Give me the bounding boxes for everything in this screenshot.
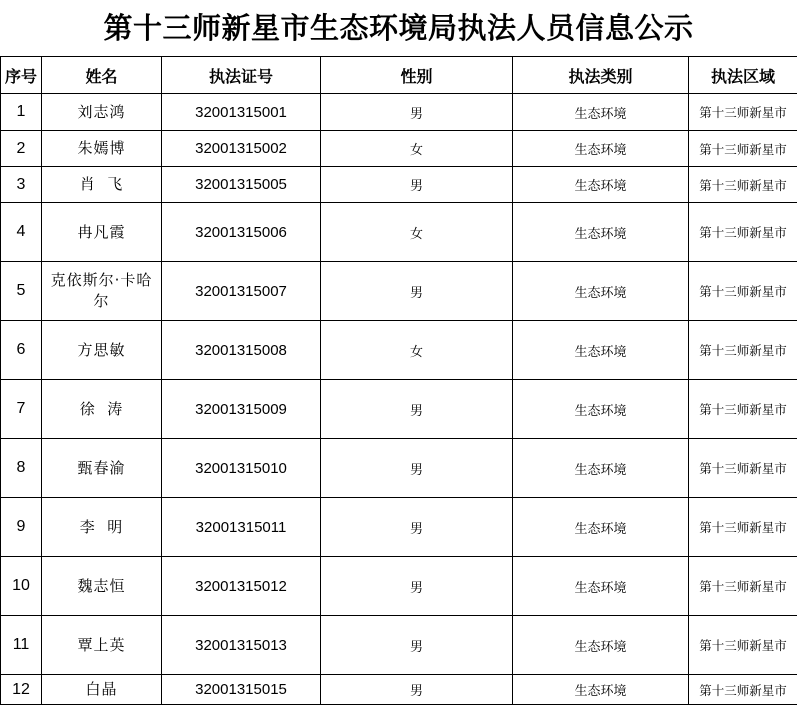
table-row (1, 616, 797, 675)
cell-category: 生态环境 (513, 557, 689, 616)
table-row (1, 675, 797, 705)
table-row (1, 94, 797, 131)
cell-name: 甄春渝 (42, 439, 162, 498)
cell-index: 12 (1, 675, 42, 705)
cell-gender: 男 (321, 439, 513, 498)
cell-cert: 32001315008 (162, 321, 321, 380)
table-row (1, 498, 797, 557)
cell-cert: 32001315012 (162, 557, 321, 616)
cell-gender: 女 (321, 203, 513, 262)
cell-index: 5 (1, 262, 42, 321)
table-row (1, 262, 797, 321)
cell-cert: 32001315006 (162, 203, 321, 262)
cell-gender: 男 (321, 616, 513, 675)
cell-category: 生态环境 (513, 321, 689, 380)
header-name: 姓名 (42, 57, 162, 94)
header-region: 执法区域 (689, 57, 797, 94)
cell-index: 9 (1, 498, 42, 557)
cell-index: 6 (1, 321, 42, 380)
cell-name: 魏志恒 (42, 557, 162, 616)
cell-region: 第十三师新星市 (689, 616, 797, 675)
table-header-row (1, 57, 797, 94)
table-row (1, 439, 797, 498)
header-category: 执法类别 (513, 57, 689, 94)
cell-name: 白晶 (42, 675, 162, 705)
cell-category: 生态环境 (513, 616, 689, 675)
cell-name: 肖 飞 (42, 167, 162, 203)
cell-name: 覃上英 (42, 616, 162, 675)
cell-name: 冉凡霞 (42, 203, 162, 262)
cell-region: 第十三师新星市 (689, 380, 797, 439)
cell-index: 4 (1, 203, 42, 262)
table-row (1, 203, 797, 262)
cell-name: 方思敏 (42, 321, 162, 380)
cell-gender: 男 (321, 675, 513, 705)
cell-gender: 男 (321, 167, 513, 203)
cell-category: 生态环境 (513, 94, 689, 131)
cell-cert: 32001315005 (162, 167, 321, 203)
cell-cert: 32001315002 (162, 131, 321, 167)
cell-cert: 32001315010 (162, 439, 321, 498)
cell-gender: 女 (321, 131, 513, 167)
cell-index: 1 (1, 94, 42, 131)
cell-cert: 32001315013 (162, 616, 321, 675)
cell-category: 生态环境 (513, 262, 689, 321)
staff-info-table (0, 56, 797, 705)
table-row (1, 557, 797, 616)
cell-category: 生态环境 (513, 167, 689, 203)
cell-region: 第十三师新星市 (689, 203, 797, 262)
cell-category: 生态环境 (513, 439, 689, 498)
cell-gender: 男 (321, 262, 513, 321)
cell-index: 10 (1, 557, 42, 616)
cell-gender: 女 (321, 321, 513, 380)
table-row (1, 131, 797, 167)
cell-cert: 32001315015 (162, 675, 321, 705)
cell-gender: 男 (321, 94, 513, 131)
cell-index: 8 (1, 439, 42, 498)
cell-cert: 32001315007 (162, 262, 321, 321)
cell-region: 第十三师新星市 (689, 167, 797, 203)
cell-region: 第十三师新星市 (689, 131, 797, 167)
cell-category: 生态环境 (513, 131, 689, 167)
cell-category: 生态环境 (513, 203, 689, 262)
page-title: 第十三师新星市生态环境局执法人员信息公示 (103, 11, 694, 45)
cell-gender: 男 (321, 498, 513, 557)
cell-index: 3 (1, 167, 42, 203)
cell-region: 第十三师新星市 (689, 675, 797, 705)
cell-region: 第十三师新星市 (689, 262, 797, 321)
cell-category: 生态环境 (513, 380, 689, 439)
cell-gender: 男 (321, 380, 513, 439)
cell-region: 第十三师新星市 (689, 321, 797, 380)
cell-region: 第十三师新星市 (689, 94, 797, 131)
cell-name: 刘志鸿 (42, 94, 162, 131)
header-cert: 执法证号 (162, 57, 321, 94)
table-row (1, 321, 797, 380)
cell-region: 第十三师新星市 (689, 439, 797, 498)
cell-index: 7 (1, 380, 42, 439)
cell-index: 11 (1, 616, 42, 675)
cell-category: 生态环境 (513, 675, 689, 705)
cell-cert: 32001315009 (162, 380, 321, 439)
cell-gender: 男 (321, 557, 513, 616)
cell-index: 2 (1, 131, 42, 167)
cell-cert: 32001315011 (162, 498, 321, 557)
header-gender: 性别 (321, 57, 513, 94)
table-row (1, 167, 797, 203)
cell-name: 李 明 (42, 498, 162, 557)
cell-name: 克依斯尔·卡哈尔 (42, 262, 162, 321)
table-row (1, 380, 797, 439)
cell-category: 生态环境 (513, 498, 689, 557)
cell-name: 朱嫣博 (42, 131, 162, 167)
header-index: 序号 (1, 57, 42, 94)
cell-region: 第十三师新星市 (689, 498, 797, 557)
cell-name: 徐 涛 (42, 380, 162, 439)
cell-region: 第十三师新星市 (689, 557, 797, 616)
cell-cert: 32001315001 (162, 94, 321, 131)
